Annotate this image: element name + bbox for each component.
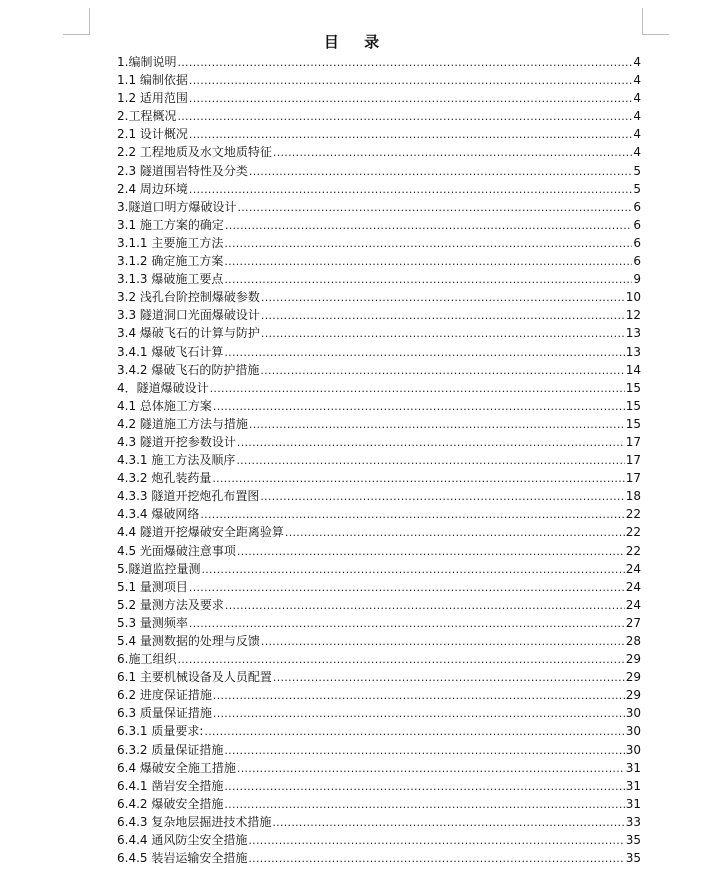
toc-entry-page-number: 13 (625, 344, 641, 359)
toc-entry-page-number: 18 (625, 489, 641, 504)
dot-leader (189, 180, 632, 199)
toc-entry-label: 4.2 隧道施工方法与措施 (117, 416, 248, 431)
toc-entry-page-number: 29 (625, 688, 641, 703)
toc-entry-page-number: 31 (625, 760, 641, 775)
toc-entry-label: 5.1 量测项目 (117, 579, 188, 594)
toc-entry[interactable] (117, 71, 641, 89)
toc-entry-page-number: 24 (625, 579, 641, 594)
toc-entry[interactable] (117, 632, 641, 650)
toc-entry-page-number: 17 (625, 471, 641, 486)
toc-entry[interactable] (117, 216, 641, 234)
toc-entry[interactable] (117, 180, 641, 198)
toc-entry-page-number: 30 (625, 742, 641, 757)
dot-leader (213, 686, 625, 705)
toc-entry-page-number: 6 (633, 235, 641, 250)
dot-leader (273, 668, 625, 687)
dot-leader (224, 270, 632, 289)
dot-leader (237, 198, 632, 217)
toc-entry-label: 6.施工组织 (117, 652, 177, 667)
toc-entry-page-number: 6 (633, 217, 641, 232)
toc-entry[interactable] (117, 777, 641, 795)
toc-entry-label: 4.1 总体施工方案 (117, 398, 212, 413)
toc-entry[interactable] (117, 849, 641, 867)
toc-title: 目 录 (323, 33, 390, 51)
toc-entry[interactable] (117, 668, 641, 686)
dot-leader (177, 53, 632, 72)
toc-entry-label: 4.3 隧道开挖参数设计 (117, 434, 236, 449)
toc-entry[interactable] (117, 813, 641, 831)
toc-entry[interactable] (117, 324, 641, 342)
toc-entry-label: 5.4 量测数据的处理与反馈 (117, 634, 260, 648)
dot-leader (237, 759, 625, 778)
toc-entry[interactable] (117, 451, 641, 469)
toc-entry[interactable] (117, 162, 641, 180)
toc-entry-page-number: 6 (633, 254, 641, 269)
toc-entry-label: 2.2 工程地质及水文地质特征 (117, 145, 272, 160)
toc-entry-label: 6.1 主要机械设备及人员配置 (117, 670, 272, 685)
toc-entry-page-number: 24 (625, 597, 641, 612)
toc-entry-label: 4.3.2 炮孔装药量 (117, 471, 212, 486)
toc-entry-label: 6.3.1 质量要求: (117, 724, 204, 739)
dot-leader (189, 125, 632, 144)
toc-entry[interactable] (117, 614, 641, 632)
dot-leader (213, 397, 625, 416)
toc-entry[interactable] (117, 343, 641, 361)
toc-entry-label: 6.4 爆破安全施工措施 (117, 760, 236, 775)
dot-leader (189, 578, 625, 597)
dot-leader (224, 343, 624, 362)
toc-entry-page-number: 31 (625, 778, 641, 793)
dot-leader (249, 162, 632, 181)
toc-entry-page-number: 4 (633, 91, 641, 106)
dot-leader (237, 433, 625, 452)
toc-entry-label: 6.4.3 复杂地层掘进技术措施 (117, 814, 272, 829)
toc-entry[interactable] (117, 361, 641, 379)
toc-entry[interactable] (117, 107, 641, 125)
toc-entry-page-number: 4 (633, 73, 641, 88)
dot-leader (285, 523, 625, 542)
toc-entry[interactable] (117, 397, 641, 415)
toc-entry-label: 3.1.2 确定施工方案 (117, 254, 224, 269)
toc-entry-page-number: 14 (625, 362, 641, 377)
toc-entry-page-number: 6 (633, 199, 641, 214)
toc-entry[interactable] (117, 487, 641, 505)
toc-entry[interactable] (117, 578, 641, 596)
dot-leader (260, 487, 624, 506)
toc-entry[interactable] (117, 125, 641, 143)
dot-leader (261, 306, 625, 325)
dot-leader (224, 741, 624, 760)
toc-entry[interactable] (117, 704, 641, 722)
toc-entry-label: 3.2 浅孔台阶控制爆破参数 (117, 290, 260, 305)
toc-entry-label: 1.2 适用范围 (117, 91, 188, 106)
toc-entry-label: 6.3 质量保证措施 (117, 706, 212, 721)
table-of-contents (117, 53, 641, 867)
toc-entry-label: 2.1 设计概况 (117, 127, 188, 142)
toc-entry-page-number: 12 (625, 308, 641, 323)
dot-leader (236, 451, 624, 470)
toc-entry-label: 4.3.4 爆破网络 (117, 507, 200, 522)
dot-leader (261, 324, 625, 343)
toc-entry[interactable] (117, 596, 641, 614)
toc-entry-label: 4.3.1 施工方法及顺序 (117, 453, 236, 468)
dot-leader (200, 505, 624, 524)
dot-leader (224, 252, 632, 271)
toc-entry-page-number: 27 (625, 615, 641, 630)
dot-leader (210, 379, 625, 398)
toc-entry-label: 6.3.2 质量保证措施 (117, 742, 224, 757)
toc-entry-page-number: 17 (625, 453, 641, 468)
dot-leader (248, 831, 624, 850)
dot-leader (261, 632, 625, 651)
toc-entry-label: 3.4.2 爆破飞石的防护措施 (117, 362, 260, 377)
toc-entry-page-number: 29 (625, 670, 641, 685)
dot-leader (189, 89, 632, 108)
toc-entry-label: 3.3 隧道洞口光面爆破设计 (117, 308, 260, 323)
toc-entry-page-number: 4 (633, 109, 641, 124)
toc-entry-label: 4．隧道爆破设计 (117, 380, 209, 395)
dot-leader (201, 560, 624, 579)
dot-leader (189, 614, 625, 633)
dot-leader (249, 415, 625, 434)
toc-entry[interactable] (117, 831, 641, 849)
dot-leader (224, 777, 624, 796)
dot-leader (212, 469, 624, 488)
toc-entry-label: 1.1 编制依据 (117, 73, 188, 88)
toc-entry-label: 2.4 周边环境 (117, 181, 188, 196)
toc-entry-label: 4.5 光面爆破注意事项 (117, 543, 236, 558)
toc-entry-page-number: 35 (625, 833, 641, 848)
toc-entry-label: 3.1 施工方案的确定 (117, 217, 224, 232)
toc-entry[interactable] (117, 523, 641, 541)
toc-entry[interactable] (117, 722, 641, 740)
dot-leader (273, 143, 632, 162)
toc-entry[interactable] (117, 53, 641, 71)
toc-entry-label: 3.隧道口明方爆破设计 (117, 199, 237, 214)
toc-entry[interactable] (117, 686, 641, 704)
toc-entry[interactable] (117, 650, 641, 668)
toc-entry-label: 6.4.5 装岩运输安全措施 (117, 851, 248, 866)
toc-entry[interactable] (117, 143, 641, 161)
toc-entry-page-number: 22 (625, 543, 641, 558)
toc-entry-page-number: 33 (625, 814, 641, 829)
dot-leader (260, 361, 624, 380)
dot-leader (177, 107, 632, 126)
toc-entry-label: 3.1.1 主要施工方法 (117, 235, 224, 250)
dot-leader (224, 795, 624, 814)
dot-leader (237, 542, 625, 561)
toc-entry-label: 5.3 量测频率 (117, 615, 188, 630)
toc-entry-label: 6.2 进度保证措施 (117, 688, 212, 703)
toc-entry[interactable] (117, 234, 641, 252)
toc-entry[interactable] (117, 198, 641, 216)
dot-leader (189, 71, 632, 90)
toc-entry[interactable] (117, 306, 641, 324)
toc-entry-label: 5.2 量测方法及要求 (117, 597, 224, 612)
toc-entry-label: 2.工程概况 (117, 109, 177, 124)
toc-entry-page-number: 30 (625, 724, 641, 739)
toc-entry[interactable] (117, 270, 641, 288)
toc-entry-page-number: 22 (625, 507, 641, 522)
toc-entry-page-number: 29 (625, 652, 641, 667)
toc-entry-page-number: 13 (625, 326, 641, 341)
toc-entry-page-number: 24 (625, 561, 641, 576)
toc-entry-page-number: 5 (633, 181, 641, 196)
dot-leader (225, 596, 625, 615)
toc-entry-label: 6.4.4 通风防尘安全措施 (117, 833, 248, 848)
toc-entry[interactable] (117, 379, 641, 397)
toc-entry-label: 2.3 隧道围岩特性及分类 (117, 163, 248, 178)
dot-leader (272, 813, 624, 832)
toc-entry-label: 1.编制说明 (117, 55, 177, 69)
toc-entry[interactable] (117, 759, 641, 777)
dot-leader (248, 849, 624, 868)
toc-entry[interactable] (117, 469, 641, 487)
toc-entry-page-number: 4 (633, 145, 641, 160)
toc-entry-page-number: 15 (625, 380, 641, 395)
dot-leader (177, 650, 624, 669)
toc-entry-page-number: 5 (633, 163, 641, 178)
toc-entry[interactable] (117, 542, 641, 560)
toc-entry-page-number: 31 (625, 796, 641, 811)
toc-entry-label: 4.3.3 隧道开挖炮孔布置图 (117, 489, 260, 504)
toc-entry[interactable] (117, 89, 641, 107)
toc-entry-page-number: 17 (625, 434, 641, 449)
dot-leader (261, 288, 625, 307)
toc-entry[interactable] (117, 415, 641, 433)
toc-entry[interactable] (117, 505, 641, 523)
toc-entry[interactable] (117, 560, 641, 578)
toc-entry-label: 4.4 隧道开挖爆破安全距离验算 (117, 525, 284, 540)
dot-leader (204, 722, 624, 741)
toc-entry-page-number: 4 (633, 55, 641, 69)
toc-entry-page-number: 4 (633, 127, 641, 142)
toc-entry-label: 5.隧道监控量测 (117, 561, 201, 576)
dot-leader (213, 704, 625, 723)
dot-leader (224, 234, 632, 253)
toc-entry[interactable] (117, 288, 641, 306)
toc-entry-label: 3.1.3 爆破施工要点 (117, 272, 224, 287)
toc-entry[interactable] (117, 252, 641, 270)
toc-entry-page-number: 35 (625, 851, 641, 866)
toc-entry[interactable] (117, 795, 641, 813)
toc-entry-page-number: 15 (625, 398, 641, 413)
toc-entry-label: 6.4.2 爆破安全措施 (117, 796, 224, 811)
dot-leader (225, 216, 632, 235)
toc-entry[interactable] (117, 741, 641, 759)
toc-entry[interactable] (117, 433, 641, 451)
toc-entry-page-number: 10 (625, 290, 641, 305)
toc-entry-page-number: 15 (625, 416, 641, 431)
toc-entry-page-number: 28 (625, 634, 641, 648)
toc-entry-label: 3.4 爆破飞石的计算与防护 (117, 326, 260, 341)
toc-entry-page-number: 9 (633, 272, 641, 287)
toc-entry-page-number: 22 (625, 525, 641, 540)
toc-entry-label: 6.4.1 凿岩安全措施 (117, 778, 224, 793)
toc-entry-label: 3.4.1 爆破飞石计算 (117, 344, 224, 359)
toc-entry-page-number: 30 (625, 706, 641, 721)
